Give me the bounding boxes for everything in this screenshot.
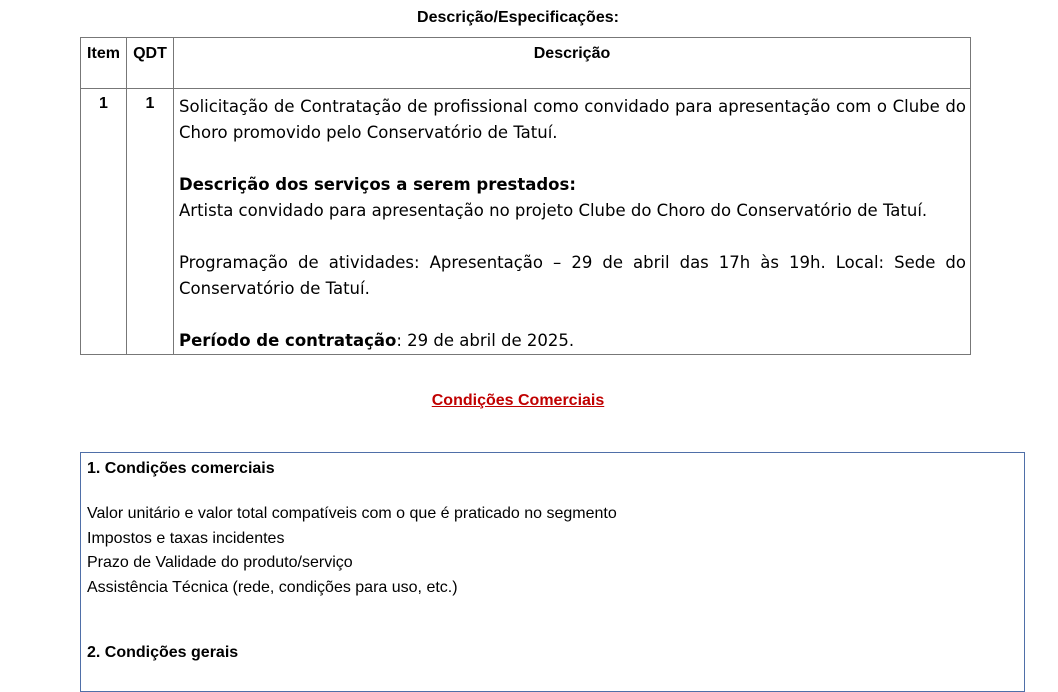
table-row: [81, 89, 971, 355]
services-label: Descrição dos serviços a serem prestados:: [179, 175, 576, 194]
list-item: Prazo de Validade do produto/serviço: [87, 554, 353, 571]
header-qdt: QDT: [127, 38, 174, 89]
list-item: Valor unitário e valor total compatíveis com o que é praticado no segmento: [87, 505, 617, 522]
list-item: Impostos e taxas incidentes: [87, 529, 285, 547]
spec-title: Descrição/Especificações:: [417, 9, 619, 26]
header-description: Descrição: [174, 38, 971, 89]
services-text: Artista convidado para apresentação no projeto Clube do Choro do Conservatório de Tatuí.: [179, 201, 928, 220]
list-item: Assistência Técnica (rede, condições para uso, etc.): [87, 578, 458, 596]
description-intro: Solicitação de Contratação de profissional como convidado para apresentação com o Clube do Choro promovido pelo Conservatório de Tatuí.: [179, 97, 966, 142]
row-quantity: 1: [127, 89, 174, 355]
section1-title: 1. Condições comerciais: [87, 460, 275, 477]
period-paragraph: [179, 328, 966, 354]
conditions-box: [80, 452, 1025, 692]
section2-title: 2. Condições gerais: [87, 644, 239, 661]
spec-table: [80, 37, 971, 355]
period-label: Período de contratação: [179, 331, 397, 350]
table-header-row: [81, 38, 971, 89]
row-description: [174, 89, 971, 355]
commercial-conditions-title: Condições Comerciais: [431, 392, 605, 409]
period-value: : 29 de abril de 2025.: [396, 331, 575, 350]
schedule-paragraph: Programação de atividades: Apresentação – 29 de abril das 17h às 19h. Local: Sede do Conservatório de Tatuí.: [179, 253, 966, 298]
services-paragraph: [179, 172, 966, 224]
header-item: Item: [81, 38, 127, 89]
row-item-number: 1: [81, 89, 127, 355]
section1-list: [87, 502, 1018, 600]
